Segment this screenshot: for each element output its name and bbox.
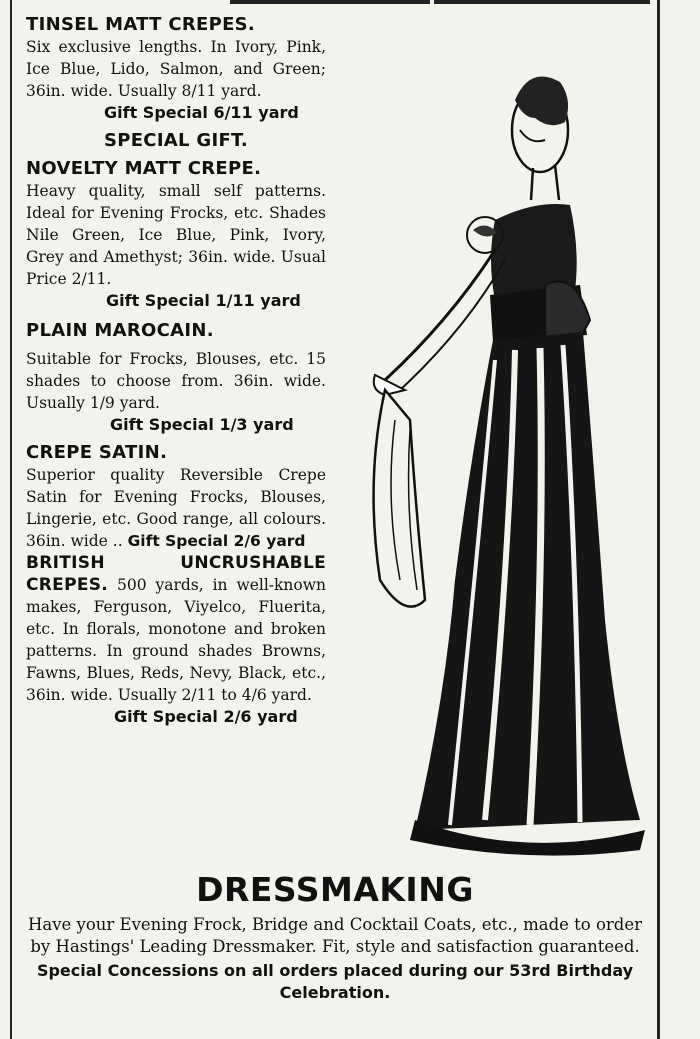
section-description: Heavy quality, small self patterns. Ideal for Evening Frocks, etc. Shades Nile Green, Ice Blue, Pink, Ivory, Grey and Amethyst; 36in. wide. Usual Price 2/11. bbox=[26, 182, 326, 288]
gift-special-price: Gift Special 1/11 yard bbox=[106, 291, 301, 310]
section-heading: BRITISH UNCRUSHABLE CREPES. bbox=[26, 553, 326, 595]
gift-special-price: Gift Special 6/11 yard bbox=[104, 103, 299, 122]
section-description-text: Superior quality Reversible Crepe Satin for Evening Frocks, Blouses, Lingerie, etc. Good range, all colours. 36in. wide .. bbox=[26, 466, 326, 550]
woman-arm bbox=[374, 250, 505, 395]
section-description bbox=[26, 552, 326, 706]
top-border-rule bbox=[230, 0, 650, 4]
woman-head bbox=[512, 76, 568, 200]
left-border-rule bbox=[10, 0, 12, 1039]
gift-special-price: Gift Special 1/3 yard bbox=[110, 415, 294, 434]
gift-special-price: Gift Special 2/6 yard bbox=[114, 707, 298, 726]
gown-drape bbox=[374, 390, 425, 607]
right-border-rule bbox=[657, 0, 660, 1039]
fabric-listings bbox=[26, 14, 326, 728]
section-novelty-matt-crepe bbox=[26, 158, 326, 312]
section-crepe-satin bbox=[26, 442, 326, 552]
section-heading: PLAIN MAROCAIN. bbox=[26, 320, 214, 341]
special-gift-heading: SPECIAL GIFT. bbox=[103, 130, 249, 151]
section-british-uncrushable-crepes bbox=[26, 552, 326, 728]
section-description bbox=[26, 464, 326, 552]
gown-skirt bbox=[415, 332, 640, 830]
top-rule-gap bbox=[430, 0, 434, 4]
section-heading: CREPE SATIN. bbox=[26, 442, 168, 463]
section-heading: TINSEL MATT CREPES. bbox=[26, 14, 256, 35]
section-description: Six exclusive lengths. In Ivory, Pink, Ice Blue, Lido, Salmon, and Green; 36in. wide. Usually 8/11 yard. bbox=[26, 38, 326, 100]
dressmaking-title: DRESSMAKING bbox=[196, 870, 474, 909]
section-description: Suitable for Frocks, Blouses, etc. 15 shades to choose from. 36in. wide. Usually 1/9 yard. bbox=[26, 350, 326, 412]
dressmaking-section bbox=[20, 870, 650, 1004]
section-heading: NOVELTY MATT CREPE. bbox=[26, 158, 262, 179]
section-plain-marocain bbox=[26, 320, 326, 436]
gift-special-price: Gift Special 2/6 yard bbox=[127, 532, 306, 550]
section-description-text: 500 yards, in well-known makes, Ferguson, Viyelco, Fluerita, etc. In florals, monotone and broken patterns. In ground shades Browns, Fawns, Blues, Reds, Nevy, Black, etc., 36in. wide. Usually 2/11 to 4/6 yard. bbox=[26, 576, 326, 704]
section-tinsel-matt-crepes bbox=[26, 14, 326, 124]
dressmaking-offer: Special Concessions on all orders placed during our 53rd Birthday Celebration. bbox=[36, 961, 634, 1002]
evening-gown-illustration bbox=[355, 60, 655, 860]
dressmaking-description: Have your Evening Frock, Bridge and Cocktail Coats, etc., made to order by Hastings' Leading Dressmaker. Fit, style and satisfaction guaranteed. bbox=[27, 915, 643, 956]
